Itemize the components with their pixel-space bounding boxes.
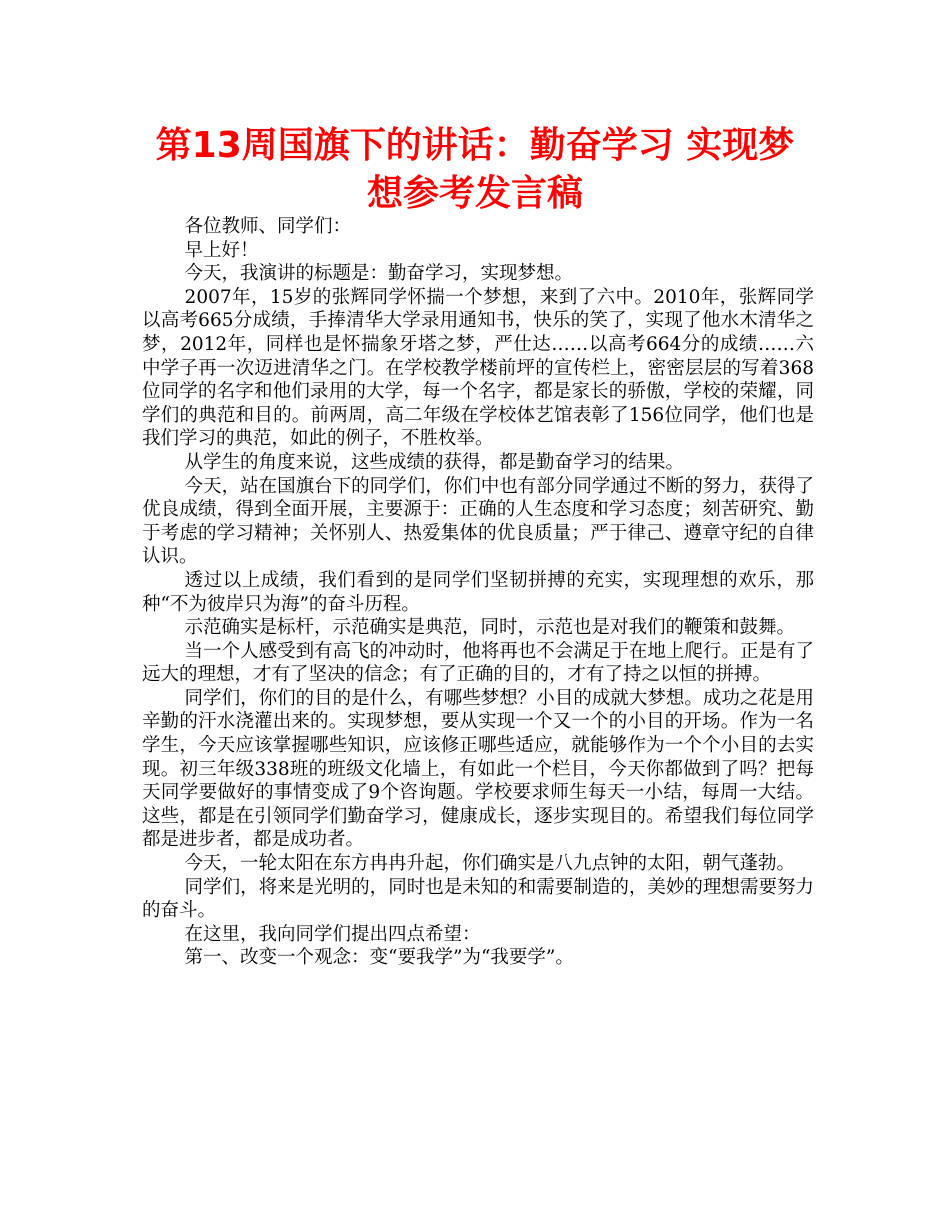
paragraph: 当一个人感受到有高飞的冲动时，他将再也不会满足于在地上爬行。正是有了远大的理想，才有了坚决的信念；有了正确的目的，才有了持之以恒的拼搏。 [142,640,814,686]
paragraph: 透过以上成绩，我们看到的是同学们坚韧拼搏的充实，实现理想的欢乐，那种“不为彼岸只为海”的奋斗历程。 [142,569,814,615]
paragraph: 今天，站在国旗台下的同学们，你们中也有部分同学通过不断的努力，获得了优良成绩，得到全面开展，主要源于：正确的人生态度和学习态度；刻苦研究、勤于考虑的学习精神；关怀别人、热爱集体的优良质量；严于律己、遵章守纪的自律认识。 [142,475,814,568]
paragraph-good-morning: 早上好！ [184,239,259,261]
paragraph: 今天，一轮太阳在东方冉冉升起，你们确实是八九点钟的太阳，朝气蓬勃。 [184,853,796,875]
document-body [142,215,814,970]
paragraph-topic: 今天，我演讲的标题是：勤奋学习，实现梦想。 [184,263,574,285]
paragraph-greeting: 各位教师、同学们： [184,216,352,237]
paragraph: 同学们，你们的目的是什么，有哪些梦想？小目的成就大梦想。成功之花是用辛勤的汗水浇灌出来的。实现梦想，要从实现一个又一个的小目的开场。作为一名学生，今天应该掌握哪些知识，应该修正哪些适应，就能够作为一个个小目的去实现。初三年级338班的班级文化墙上，有如此一个栏目，今天你都做到了吗？把每天同学要做好的事情变成了9个咨询题。学校要求师生每天一小结，每周一大结。这些，都是在引领同学们勤奋学习，健康成长，逐步实现目的。希望我们每位同学都是进步者，都是成功者。 [142,687,814,851]
paragraph: 示范确实是标杆，示范确实是典范，同时，示范也是对我们的鞭策和鼓舞。 [184,617,796,639]
paragraph: 第一、改变一个观念：变“要我学”为“我要学”。 [184,947,574,969]
paragraph: 同学们，将来是光明的，同时也是未知的和需要制造的，美妙的理想需要努力的奋斗。 [142,876,814,922]
paragraph: 2007年，15岁的张辉同学怀揣一个梦想，来到了六中。2010年，张辉同学以高考665分成绩，手捧清华大学录用通知书，快乐的笑了，实现了他水木清华之梦，2012年，同样也是怀揣象牙塔之梦，严仕达……以高考664分的成绩……六中学子再一次迈进清华之门。在学校教学楼前坪的宣传栏上，密密层层的写着368位同学的名字和他们录用的大学，每一个名字，都是家长的骄傲，学校的荣耀，同学们的典范和目的。前两周，高二年级在学校体艺馆表彰了156位同学，他们也是我们学习的典范，如此的例子，不胜枚举。 [142,286,814,450]
paragraph: 从学生的角度来说，这些成绩的获得，都是勤奋学习的结果。 [184,451,685,473]
document-title: 第13周国旗下的讲话：勤奋学习 实现梦想参考发言稿 [155,125,795,214]
paragraph: 在这里，我向同学们提出四点希望： [184,923,481,945]
